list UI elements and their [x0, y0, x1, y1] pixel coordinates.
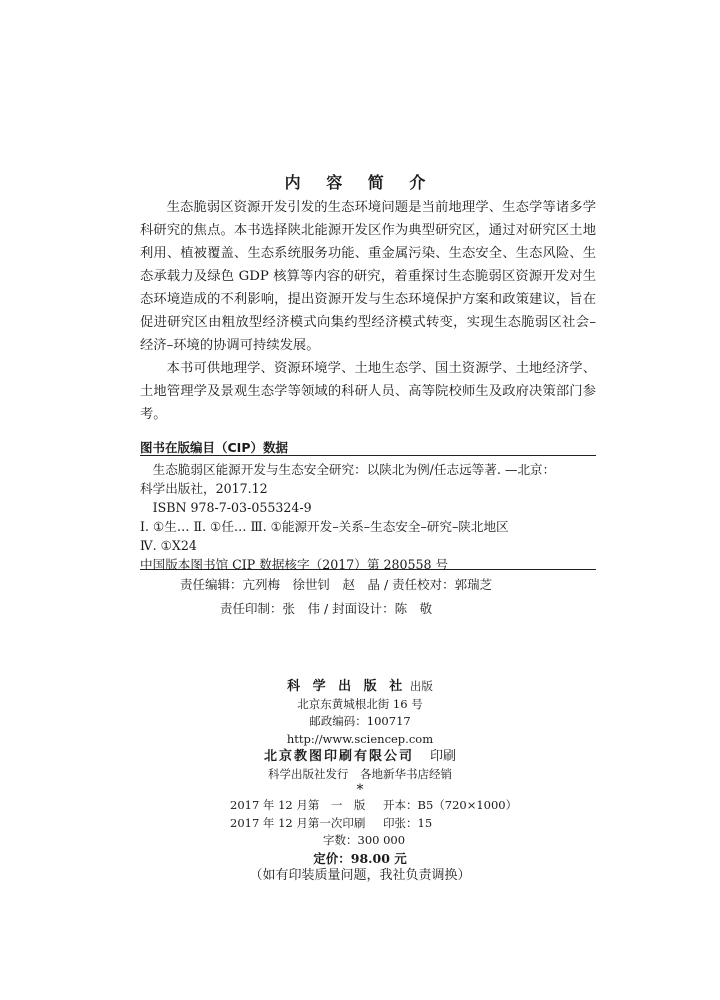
separator-star: *: [356, 782, 364, 798]
spec-row-printing: [0, 815, 720, 833]
printer-suffix: 印刷: [430, 749, 457, 764]
cip-heading: 图书在版编目（CIP）数据: [140, 440, 288, 455]
publisher-name: 科 学 出 版 社: [287, 679, 407, 694]
intro-paragraph-1: 生态脆弱区资源开发引发的生态环境问题是当前地理学、生态学等诸多学科研究的焦点。本书选择陕北能源开发区作为典型研究区，通过对研究区土地利用、植被覆盖、生态系统服务功能、重金属污染、生态安全、生态风险、生态承载力及绿色 GDP 核算等内容的研究，着重探讨生态脆弱区资源开发对生态环境造成的不利影响，提出资源开发与生态环境保护方案和政策建议，旨在促进研究区由粗放型经济模式向集约型经济模式转变，实现生态脆弱区社会–经济–环境的协调可持续发展。: [140, 200, 596, 353]
cip-line-record-number: 中国版本图书馆 CIP 数据核字（2017）第 280558 号: [140, 557, 449, 572]
cip-line-publisher: 科学出版社，2017.12: [140, 481, 268, 496]
distribution-line: 科学出版社发行 各地新华书店经销: [268, 766, 452, 781]
intro-paragraph-2: 本书可供地理学、资源环境学、土地生态学、国土资源学、土地经济学、土地管理学及景观生态学等领域的科研人员、高等院校师生及政府决策部门参考。: [140, 361, 596, 422]
printer-name: 北京教图印刷有限公司: [263, 749, 414, 764]
cip-line-classification-cont: Ⅳ. ①X24: [140, 538, 197, 553]
edition-info: 2017 年 12 月第 一 版: [230, 798, 366, 812]
intro-text: [140, 196, 596, 426]
editors-line-2: 责任印制：张 伟 / 封面设计：陈 敬: [220, 601, 433, 616]
sheets-info: 印张：15: [383, 815, 433, 830]
printing-info: 2017 年 12 月第一次印刷: [230, 815, 366, 830]
publisher-postcode: 邮政编码：100717: [309, 714, 411, 728]
spec-row-edition: [0, 797, 720, 815]
cip-line-isbn: ISBN 978-7-03-055324-9: [152, 500, 312, 515]
specs-block: [0, 797, 720, 850]
price: 定价：98.00 元: [313, 851, 407, 866]
cip-data-block: [140, 455, 596, 570]
cip-line-title: 生态脆弱区能源开发与生态安全研究：以陕北为例/任志远等著. —北京：: [152, 462, 556, 477]
publisher-line: [0, 678, 720, 696]
format-info: 开本：B5（720×1000）: [383, 798, 518, 812]
word-count: 字数：300 000: [323, 833, 406, 847]
publisher-url: http://www.sciencep.com: [286, 731, 434, 746]
printer-line: [0, 748, 720, 766]
spec-row-wordcount: [0, 832, 720, 850]
quality-note: （如有印装质量问题，我社负责调换）: [249, 868, 471, 883]
publisher-block: [0, 678, 720, 797]
publisher-address: 北京东黄城根北街 16 号: [297, 696, 423, 711]
editors-block: [0, 573, 720, 621]
cip-line-classification: Ⅰ. ①生… Ⅱ. ①任… Ⅲ. ①能源开发–关系–生态安全–研究–陕北地区: [140, 519, 509, 534]
intro-title: 内 容 简 介: [284, 173, 436, 192]
publisher-suffix: 出版: [409, 679, 433, 693]
editors-line-1: 责任编辑：亢列梅 徐世钊 赵 晶 / 责任校对：郭瑞芝: [180, 577, 493, 592]
